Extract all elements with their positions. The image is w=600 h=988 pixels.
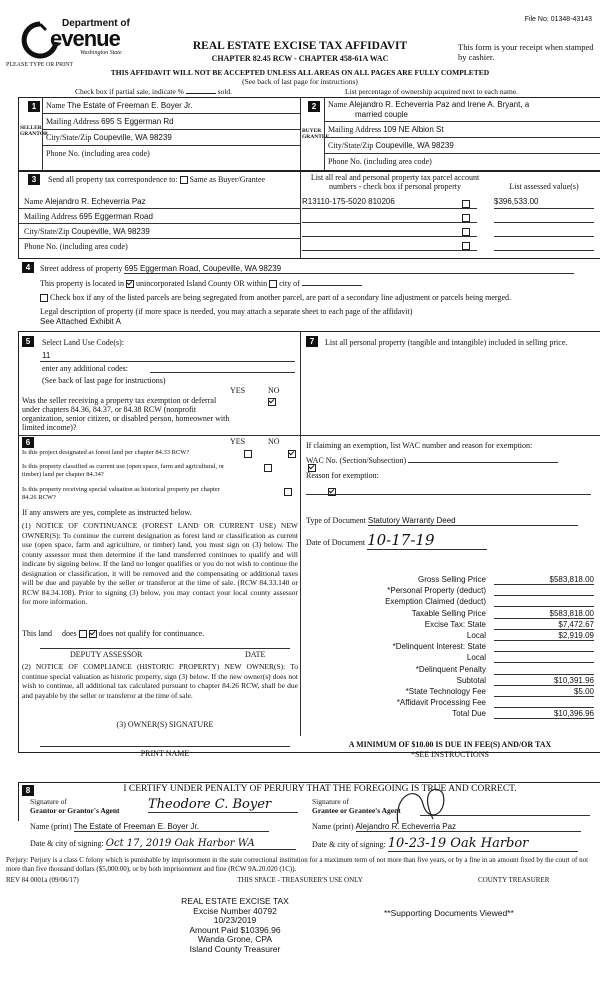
section-3-number: 3 xyxy=(28,174,40,185)
parcel-row xyxy=(302,195,598,209)
corr-name-row: Name Alejandro R. Echeverria Paz xyxy=(24,197,146,206)
tax-row: Exemption Claimed (deduct) xyxy=(300,597,598,608)
buyer-phone-label[interactable]: Phone No. (including area code) xyxy=(328,157,432,166)
deputy-assessor-label: DEPUTY ASSESSOR xyxy=(70,650,143,659)
dor-logo xyxy=(20,14,130,62)
treasurer-space-label: THIS SPACE - TREASURER'S USE ONLY xyxy=(237,876,363,884)
tax-row: *Personal Property (deduct) xyxy=(300,586,598,597)
personal-property-checkbox[interactable] xyxy=(462,242,470,250)
historic-question: Is this property receiving special valuation as historical property per chapter 84.26 RCW? xyxy=(22,486,220,501)
grantor-date-city[interactable]: Oct 17, 2019 Oak Harbor WA xyxy=(106,838,296,850)
legal-description[interactable]: See Attached Exhibit A xyxy=(40,317,121,326)
certify-statement: I CERTIFY UNDER PENALTY OF PERJURY THAT THE FOREGOING IS TRUE AND CORRECT. xyxy=(123,784,517,794)
tax-row: Total Due $10,396.96 xyxy=(452,709,594,719)
parcel-row xyxy=(302,223,598,237)
section-5-number: 5 xyxy=(22,336,34,347)
land-use-code[interactable]: 11 xyxy=(42,351,51,360)
document-type-row: Type of Document Statutory Warranty Deed xyxy=(306,516,578,526)
buyer-name-row: Name Alejandro R. Echeverria Paz and Irene A. Bryant, a xyxy=(328,100,530,109)
personal-property-deduct[interactable] xyxy=(494,586,594,596)
seller-address[interactable]: 695 S Eggerman Rd xyxy=(101,117,174,126)
grantee-sig-label: Signature of Grantee or Grantee's Agent xyxy=(312,797,401,815)
please-type: PLEASE TYPE OR PRINT xyxy=(6,62,74,68)
exemption-reason-label: Reason for exemption: xyxy=(306,471,379,480)
file-number: File No: 01348-43143 xyxy=(524,16,592,23)
forest-no-checkbox[interactable] xyxy=(288,450,296,458)
grantor-sig-label: Signature of Grantor or Grantor's Agent xyxy=(30,797,120,815)
supporting-documents-stamp: **Supporting Documents Viewed** xyxy=(384,908,514,918)
additional-codes-label: enter any additional codes: xyxy=(42,364,128,373)
tax-row: Subtotal $10,391.96 xyxy=(456,675,594,685)
grantor-print-name[interactable]: The Estate of Freeman E. Boyer Jr. xyxy=(74,822,269,832)
buyer-address-row: Mailing Address 109 NE Albion St xyxy=(328,125,444,134)
parcel-number[interactable]: R13110-175-5020 810206 xyxy=(302,197,395,206)
exemption-deduct[interactable] xyxy=(494,597,594,607)
tax-row: *State Technology Fee $5.00 xyxy=(405,686,594,696)
delinquent-interest-state[interactable] xyxy=(494,642,594,652)
tax-table xyxy=(300,575,598,720)
seller-city[interactable]: Coupeville, WA 98239 xyxy=(93,133,172,142)
legal-description-label: Legal description of property (if more space is needed, you may attach a separate sheet to each page of the affidavit) xyxy=(40,307,413,316)
corr-name[interactable]: Alejandro R. Echeverria Paz xyxy=(45,197,146,206)
seller-city-row: City/State/Zip Coupeville, WA 98239 xyxy=(46,133,172,142)
corr-city-row: City/State/Zip Coupeville, WA 98239 xyxy=(24,227,150,236)
yes-header: YES xyxy=(230,386,246,395)
see-instructions-note: *SEE INSTRUCTIONS xyxy=(410,750,489,759)
agency-line3: Washington State xyxy=(80,50,122,56)
section-1-number: 1 xyxy=(28,101,40,112)
tax-row: *Delinquent Interest: State xyxy=(300,642,598,653)
document-date[interactable]: 10-17-19 xyxy=(367,531,487,550)
yes-header-6: YES xyxy=(230,437,246,446)
ownership-note: List percentage of ownership acquired next to each name. xyxy=(345,87,519,96)
assessor-date-label: DATE xyxy=(245,650,266,659)
grantor-name-row: Name (print) The Estate of Freeman E. Boyer Jr. xyxy=(30,822,269,832)
grantee-name-row: Name (print) Alejandro R. Echeverria Paz xyxy=(312,822,581,832)
personal-property-label: List all personal property (tangible and intangible) included in selling price. xyxy=(325,338,568,347)
parcel-table xyxy=(302,195,598,251)
corr-city[interactable]: Coupeville, WA 98239 xyxy=(71,227,150,236)
grantor-signature[interactable]: Theodore C. Boyer xyxy=(148,797,298,813)
grantee-date-city[interactable]: 10-23-19 Oak Harbor xyxy=(388,836,578,852)
subtotal[interactable]: $10,391.96 xyxy=(494,676,594,686)
current-use-question: Is this property classified as current use (open space, farm and agricultural, or timber) land per chapter 84.34? xyxy=(22,463,225,478)
section-2-number: 2 xyxy=(308,101,320,112)
personal-property-checkbox[interactable] xyxy=(462,228,470,236)
tax-row: *Delinquent Penalty xyxy=(300,665,598,676)
buyer-city-row: City/State/Zip Coupeville, WA 98239 xyxy=(328,141,454,150)
total-due[interactable]: $10,396.96 xyxy=(494,709,594,719)
minimum-fee-note: A MINIMUM OF $10.00 IS DUE IN FEE(S) AND/OR TAX xyxy=(348,740,552,749)
county-treasurer-label: COUNTY TREASURER xyxy=(478,876,550,884)
gross-selling-price[interactable]: $583,818.00 xyxy=(494,575,594,585)
owner-signature-label: (3) OWNER(S) SIGNATURE xyxy=(116,720,214,729)
seller-name[interactable]: The Estate of Freeman E. Boyer Jr. xyxy=(67,101,193,110)
affidavit-processing-fee[interactable] xyxy=(494,698,594,708)
perjury-notice: Perjury: Perjury is a class C felony which is punishable by imprisonment in the state correctional institution for a maximum term of not more than five years, or by a fine in an amount fixed by the court of not more than five thousand dollars ($5,000.00), or by both imprisonment and fine (RCW 9A.20.020 (1C)). xyxy=(6,856,589,873)
continuance-qualify-row: This land does does not qualify for continuance. xyxy=(22,629,205,638)
tax-row: Taxable Selling Price $583,818.00 xyxy=(411,608,594,618)
land-use-label: Select Land Use Code(s): xyxy=(42,338,124,347)
city-checkbox[interactable] xyxy=(269,280,277,288)
buyer-name-line2[interactable]: married couple xyxy=(355,110,408,119)
agency-line1: Department of xyxy=(62,18,130,29)
parcel-header: List all real and personal property tax parcel account numbers - check box if personal property xyxy=(310,173,480,191)
tax-row: Excise Tax: State $7,472.67 xyxy=(424,619,594,629)
seller-name-row: Name The Estate of Freeman E. Boyer Jr. xyxy=(46,101,193,110)
print-name-label: PRINT NAME xyxy=(140,749,190,758)
page-title: REAL ESTATE EXCISE TAX AFFIDAVIT xyxy=(192,40,408,52)
seller-address-row: Mailing Address 695 S Eggerman Rd xyxy=(46,117,174,126)
corr-phone-label[interactable]: Phone No. (including area code) xyxy=(24,242,128,251)
if-yes-note: If any answers are yes, complete as instructed below. xyxy=(22,508,192,517)
buyer-address[interactable]: 109 NE Albion St xyxy=(383,125,444,134)
page-subtitle: CHAPTER 82.45 RCW - CHAPTER 458-61A WAC xyxy=(211,54,389,63)
buyer-name-line1[interactable]: Alejandro R. Echeverria Paz and Irene A. Bryant, a xyxy=(349,100,530,109)
excise-tax-state[interactable]: $7,472.67 xyxy=(494,620,594,630)
warning-banner: THIS AFFIDAVIT WILL NOT BE ACCEPTED UNLESS ALL AREAS ON ALL PAGES ARE FULLY COMPLETED xyxy=(110,68,490,77)
street-address[interactable]: 695 Eggerman Road, Coupeville, WA 98239 xyxy=(124,264,574,274)
segregated-checkbox[interactable] xyxy=(40,294,48,302)
document-type[interactable]: Statutory Warranty Deed xyxy=(368,516,578,526)
partial-sale-label: Check box if partial sale, indicate % sold. xyxy=(75,87,233,96)
assessed-value[interactable]: $396,533.00 xyxy=(494,197,539,206)
no-header-6: NO xyxy=(268,437,280,446)
exemption-claim-label: If claiming an exemption, list WAC number and reason for exemption: xyxy=(306,441,533,450)
seller-phone-label[interactable]: Phone No. (including area code) xyxy=(46,149,150,158)
personal-property-checkbox[interactable] xyxy=(462,200,470,208)
seller-side-label: SELLER GRANTOR xyxy=(20,125,49,137)
tax-row: *Affidavit Processing Fee xyxy=(300,698,598,709)
delinquent-penalty[interactable] xyxy=(494,665,594,675)
delinquent-interest-local[interactable] xyxy=(494,653,594,663)
form-revision: REV 84 0001a (09/06/17) xyxy=(6,876,79,884)
instructions-note: (See back of last page for instructions) xyxy=(242,77,358,86)
exemption-question: Was the seller receiving a property tax exemption or deferral under chapters 84.36, 84.37, or 84.38 RCW (nonprofit organization, senior citizen, or disabled person, homeowner with limited income)? xyxy=(22,396,230,432)
forest-land-question: Is this project designated as forest land per chapter 84.33 RCW? xyxy=(22,449,190,456)
parcel-row xyxy=(302,209,598,223)
taxable-selling-price[interactable]: $583,818.00 xyxy=(494,609,594,619)
section-8-number: 8 xyxy=(22,785,34,796)
historic-yes-checkbox[interactable] xyxy=(284,488,292,496)
location-row: This property is located in unincorporated Island County OR within city of xyxy=(40,279,362,288)
buyer-city[interactable]: Coupeville, WA 98239 xyxy=(375,141,454,150)
wac-label: WAC No. (Section/Subsection) xyxy=(306,456,558,465)
section-4-number: 4 xyxy=(22,262,34,273)
excise-tax-local[interactable]: $2,919.09 xyxy=(494,631,594,641)
compliance-notice: (2) NOTICE OF COMPLIANCE (HISTORIC PROPERTY) NEW OWNER(S): To continue special valuation as historic property, sign (3) below. If the new owner(s) does not wish to continue, all additional tax calculated pursuant to chapter 84.26 RCW, shall be due and payable by the seller or transferor at the time of sale. xyxy=(22,662,298,700)
assessed-value-header: List assessed value(s) xyxy=(509,182,579,191)
corr-address[interactable]: 695 Eggerman Road xyxy=(79,212,153,221)
corr-address-row: Mailing Address 695 Eggerman Road xyxy=(24,212,153,221)
correspondence-header: Send all property tax correspondence to: Same as Buyer/Grantee xyxy=(48,175,266,184)
personal-property-checkbox[interactable] xyxy=(462,214,470,222)
agency-line2: evenue xyxy=(50,26,120,51)
land-use-see-back: (See back of last page for instructions) xyxy=(42,376,166,385)
section-6-number: 6 xyxy=(22,437,34,448)
segregated-row: Check box if any of the listed parcels are being segregated from another parcel, are part of a secondary line adjustment or parcels being merged. xyxy=(40,293,511,302)
treasurer-stamp: REAL ESTATE EXCISE TAX Excise Number 40792 10/23/2019 Amount Paid $10396.96 Wanda Grone, CPA Island County Treasurer xyxy=(181,896,289,954)
exemption-no-checkbox[interactable] xyxy=(268,398,276,406)
section-7-number: 7 xyxy=(306,336,318,347)
same-as-buyer-checkbox[interactable] xyxy=(180,176,188,184)
tax-row: Local xyxy=(300,653,598,664)
forest-yes-checkbox[interactable] xyxy=(244,450,252,458)
grantee-print-name[interactable]: Alejandro R. Echeverria Paz xyxy=(356,822,581,832)
does-checkbox[interactable] xyxy=(79,630,87,638)
parcel-row xyxy=(302,237,598,251)
buyer-side-label: BUYER GRANTEE xyxy=(302,128,330,140)
tax-row: Local $2,919.09 xyxy=(466,630,594,640)
grantee-date-row: Date & city of signing: 10-23-19 Oak Harbor xyxy=(312,836,578,852)
document-date-row: Date of Document 10-17-19 xyxy=(306,531,487,550)
tax-row: Gross Selling Price $583,818.00 xyxy=(417,575,594,584)
grantor-date-row: Date & city of signing: Oct 17, 2019 Oak Harbor WA xyxy=(30,838,296,850)
receipt-note: This form is your receipt when stamped by cashier. xyxy=(458,42,594,62)
no-header: NO xyxy=(268,386,280,395)
street-row: Street address of property 695 Eggerman Road, Coupeville, WA 98239 xyxy=(40,264,590,274)
continuance-notice: (1) NOTICE OF CONTINUANCE (FOREST LAND OR CURRENT USE) NEW OWNER(S): To continue the current designation as forest land or classification as current use (open space, farm and agriculture, or timber) land, you must sign on (3) below. The county assessor must then determine if the land transferred continues to qualify and will indicate by signing below. If the land no longer qualifies or you do not wish to continue the designation or classification, it will be removed and the compensating or additional taxes will be due and payable by the seller or transferor at the time of sale. (RCW 84.33.140 or RCW 84.34.108). Prior to signing (3) below, you may contact your local county assessor for more information. xyxy=(22,521,298,606)
unincorporated-checkbox[interactable] xyxy=(126,280,134,288)
state-technology-fee[interactable]: $5.00 xyxy=(494,687,594,697)
current-use-yes-checkbox[interactable] xyxy=(264,464,272,472)
does-not-checkbox[interactable] xyxy=(89,630,97,638)
